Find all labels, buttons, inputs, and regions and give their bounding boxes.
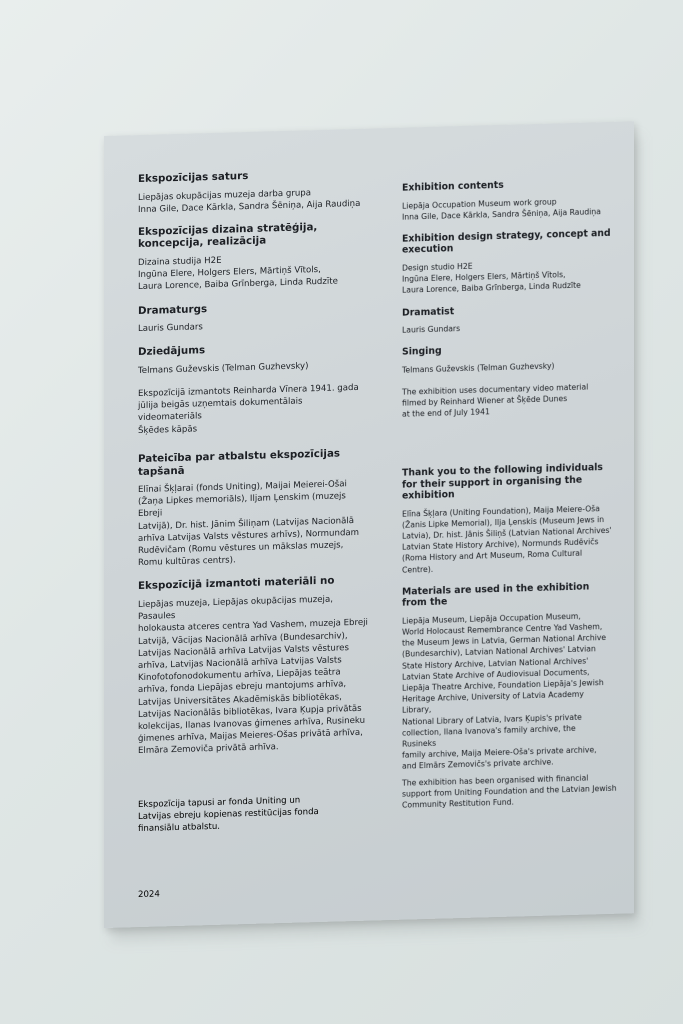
materials-text-lv: Liepājas muzeja, Liepājas okupācijas muzeja, Pasaules holokausta atceres centra Yad Vashem, muzeja Ebreji Latvijā, Vācijas Nacionālā arhīva (Bundesarchiv), Latvijas Nacionālā arhīva Latvijas Valsts vēstures arhīva, Latvijas Nacionālā arhīva Latvijas Valsts Kinofotofonodokumentu arhīva, Liepājas teātra arhīva, fonda Liepājas ebreju mantojums arhīva, Latvijas Universitātes Akadēmiskās bibliotēkas, Latvijas Nacionālās bibliotēkas, Ivara Ķupja privātās kolekcijas, Ilanas Ivanovas ģimenes arhīva, Rusineku ģimenes arhīva, Maijas Meieres-Ošas privātā arhīva, Elmāra Zemoviča privātā arhīva. <box>138 594 368 757</box>
thanks-heading-lv: Pateicība par atbalstu ekspozīcijas tapšanā <box>138 447 341 478</box>
english-column-lower <box>402 462 612 783</box>
dramatist-heading-lv: Dramaturgs <box>138 302 208 317</box>
thanks-text-en: Elīna Šķļara (Uniting Foundation), Maija Meiere-Oša (Žanis Lipke Memorial), Ilja Ļenskis (Museum Jews in Latvia), Dr. hist. Jānis Šiliņš (Latvian National Archives' Latvian State History Archive), Normunds Rudēvičs (Roma History and Art Museum, Roma Cultural Centre). <box>402 503 612 575</box>
dramatist-heading-en: Dramatist <box>402 305 455 319</box>
exhibition-credits-panel <box>104 121 634 928</box>
thanks-heading-en: Thank you to the following individuals for their support in organising the exhibition <box>402 462 603 502</box>
year-label: 2024 <box>138 889 160 901</box>
thanks-text-lv: Elīnai Šķļarai (fonds Uniting), Maijai Meierei-Ošai (Žaņa Lipkes memoriāls), Iljam Ļenskim (muzejs Ebreji Latvijā), Dr. hist. Jānim Šiliņam (Latvijas Nacionālā arhīva Latvijas Valsts vēstures arhīvs), Normundam Rudēvičam (Romu vēstures un mākslas muzejs, Romu kultūras centrs). <box>138 479 360 569</box>
design-text-lv: Dizaina studija H2E Ingūna Elere, Holgers Elers, Mārtiņš Vītols, Laura Lorence, Baiba Grīnberga, Linda Rudzīte <box>138 255 338 293</box>
funding-text-en: The exhibition has been organised with financial support from Uniting Foundation and the Latvian Jewish Community Restitution Fund. <box>402 773 617 811</box>
latvian-column-lower <box>138 447 368 769</box>
design-heading-lv: Ekspozīcijas dizaina stratēģija, koncepcija, realizācija <box>138 220 318 251</box>
contents-text-en: Liepāja Occupation Museum work group Inna Gile, Dace Kārkla, Sandra Šēniņa, Aija Raudiņa <box>402 196 601 222</box>
materials-text-en: Liepāja Museum, Liepāja Occupation Museum, World Holocaust Remembrance Centre Yad Vashem, the Museum Jews in Latvia, German National Archive (Bundesarchiv), Latvian National Archives' Latvian State History Archive, Latvian National Archives' Latvian State Archive of Audiovisual Documents, Liepāja Theatre Archive, Foundation Liepāja's Jewish Heritage Archive, University of Latvia Academy Library, National Library of Latvia, Ivars Ķupis's private collection, Ilana Ivanova's family archive, the Rusineks family archive, Maija Meiere-Oša's private archive, and Elmārs Zemovičs's private archive. <box>402 611 607 772</box>
design-heading-en: Exhibition design strategy, concept and execution <box>402 227 611 257</box>
singing-text-lv: Telmans Guževskis (Telman Guzhevsky) <box>138 361 309 376</box>
contents-heading-en: Exhibition contents <box>402 179 504 194</box>
contents-text-lv: Liepājas okupācijas muzeja darba grupa Inna Gile, Dace Kārkla, Sandra Šēniņa, Aija Raudiņa <box>138 187 361 215</box>
dramatist-text-lv: Lauris Gundars <box>138 322 203 335</box>
video-text-lv: Ekspozīcijā izmantots Reinharda Vīnera 1941. gada jūlija beigās uzņemtais dokumentālais videomateriāls Šķēdes kāpās <box>138 382 359 436</box>
singing-heading-en: Singing <box>402 345 442 358</box>
dramatist-text-en: Lauris Gundars <box>402 324 461 335</box>
materials-heading-lv: Ekspozīcijā izmantoti materiāli no <box>138 574 335 593</box>
singing-heading-lv: Dziedājums <box>138 344 206 359</box>
materials-heading-en: Materials are used in the exhibition from the <box>402 581 590 609</box>
contents-heading-lv: Ekspozīcijas saturs <box>138 169 249 186</box>
english-column <box>402 177 612 431</box>
latvian-column <box>138 167 368 448</box>
singing-text-en: Telmans Guževskis (Telman Guzhevsky) <box>402 361 555 375</box>
funding-text-lv: Ekspozīcija tapusi ar fonda Uniting un Latvijas ebreju kopienas restitūcijas fonda finansiālu atbalstu. <box>138 795 319 835</box>
video-text-en: The exhibition uses documentary video material filmed by Reinhard Wiener at Šķēde Dunes at the end of July 1941 <box>402 382 589 420</box>
design-text-en: Design studio H2E Ingūna Elere, Holgers Elers, Mārtiņš Vītols, Laura Lorence, Baiba Grīnberga, Linda Rudzīte <box>402 261 581 295</box>
